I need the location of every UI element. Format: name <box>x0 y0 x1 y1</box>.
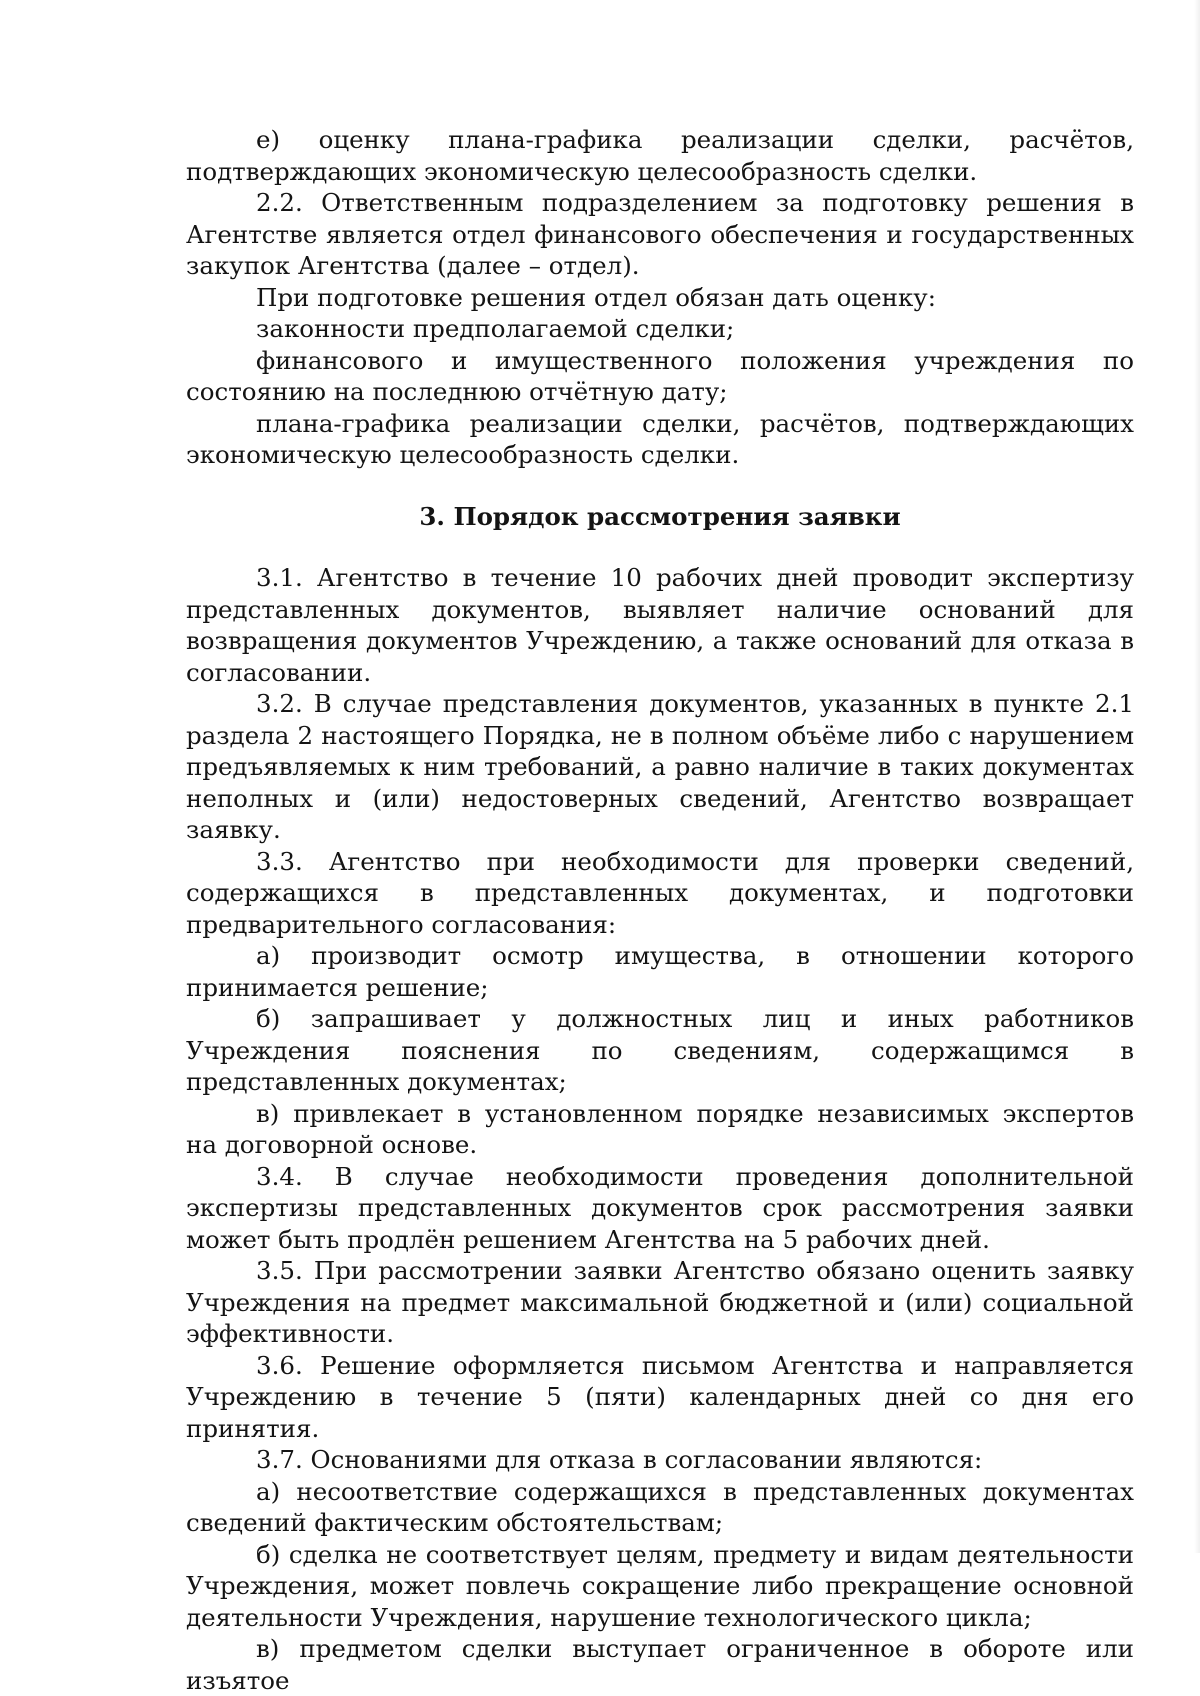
document-body <box>186 124 1134 1696</box>
paragraph-3-7-b: б) сделка не соответствует целям, предмету и видам деятельности Учреждения, может повлечь сокращение либо прекращение основной деятельности Учреждения, нарушение технологического цикла; <box>186 1539 1134 1632</box>
paragraph-legality: законности предполагаемой сделки; <box>256 314 735 343</box>
paragraph-2-2: 2.2. Ответственным подразделением за подготовку решения в Агентстве является отдел финансового обеспечения и государственных закупок Агентства (далее – отдел). <box>186 188 1134 280</box>
paragraph-3-1: 3.1. Агентство в течение 10 рабочих дней проводит экспертизу представленных документов, выявляет наличие оснований для возвращения документов Учреждению, а также оснований для отказа в согласовании. <box>186 563 1134 687</box>
paragraph-schedule-plan: плана-графика реализации сделки, расчётов, подтверждающих экономическую целесообразность сделки. <box>186 408 1134 469</box>
paragraph-3-7-a: а) несоответствие содержащихся в представленных документах сведений фактическим обстоятельствам; <box>186 1476 1134 1537</box>
paragraph-3-5: 3.5. При рассмотрении заявки Агентство обязано оценить заявку Учреждения на предмет максимальной бюджетной и (или) социальной эффективности. <box>186 1256 1134 1348</box>
paragraph-3-2: 3.2. В случае представления документов, указанных в пункте 2.1 раздела 2 настоящего Порядка, не в полном объёме либо с нарушением предъявляемых к ним требований, а равно наличие в таких документах неполных и (или) недостоверных сведений, Агентство возвращает заявку. <box>186 689 1134 844</box>
paragraph-financial-position: финансового и имущественного положения учреждения по состоянию на последнюю отчётную дату; <box>186 345 1134 406</box>
section-3-heading: 3. Порядок рассмотрения заявки <box>419 501 901 531</box>
paragraph-3-7: 3.7. Основаниями для отказа в согласовании являются: <box>256 1445 983 1474</box>
paragraph-assessment-intro: При подготовке решения отдел обязан дать оценку: <box>256 282 936 312</box>
paragraph-3-3: 3.3. Агентство при необходимости для проверки сведений, содержащихся в представленных документах, и подготовки предварительного согласования: <box>186 846 1134 939</box>
paragraph-3-3-v: в) привлекает в установленном порядке независимых экспертов на договорной основе. <box>186 1098 1134 1159</box>
paragraph-3-3-a: а) производит осмотр имущества, в отношении которого принимается решение; <box>186 941 1134 1002</box>
paragraph-3-4: 3.4. В случае необходимости проведения дополнительной экспертизы представленных документов срок рассмотрения заявки может быть продлён решением Агентства на 5 рабочих дней. <box>186 1161 1134 1254</box>
paragraph-3-7-v: в) предметом сделки выступает ограниченное в обороте или изъятое <box>186 1634 1134 1695</box>
paragraph-2-1-e: е) оценку плана-графика реализации сделки, расчётов, подтверждающих экономическую целесообразность сделки. <box>186 125 1134 186</box>
paragraph-3-6: 3.6. Решение оформляется письмом Агентства и направляется Учреждению в течение 5 (пяти) календарных дней со дня его принятия. <box>186 1350 1134 1443</box>
scan-edge-shadow <box>1194 0 1200 1553</box>
paragraph-3-3-b: б) запрашивает у должностных лиц и иных работников Учреждения пояснения по сведениям, содержащимся в представленных документах; <box>186 1004 1134 1096</box>
